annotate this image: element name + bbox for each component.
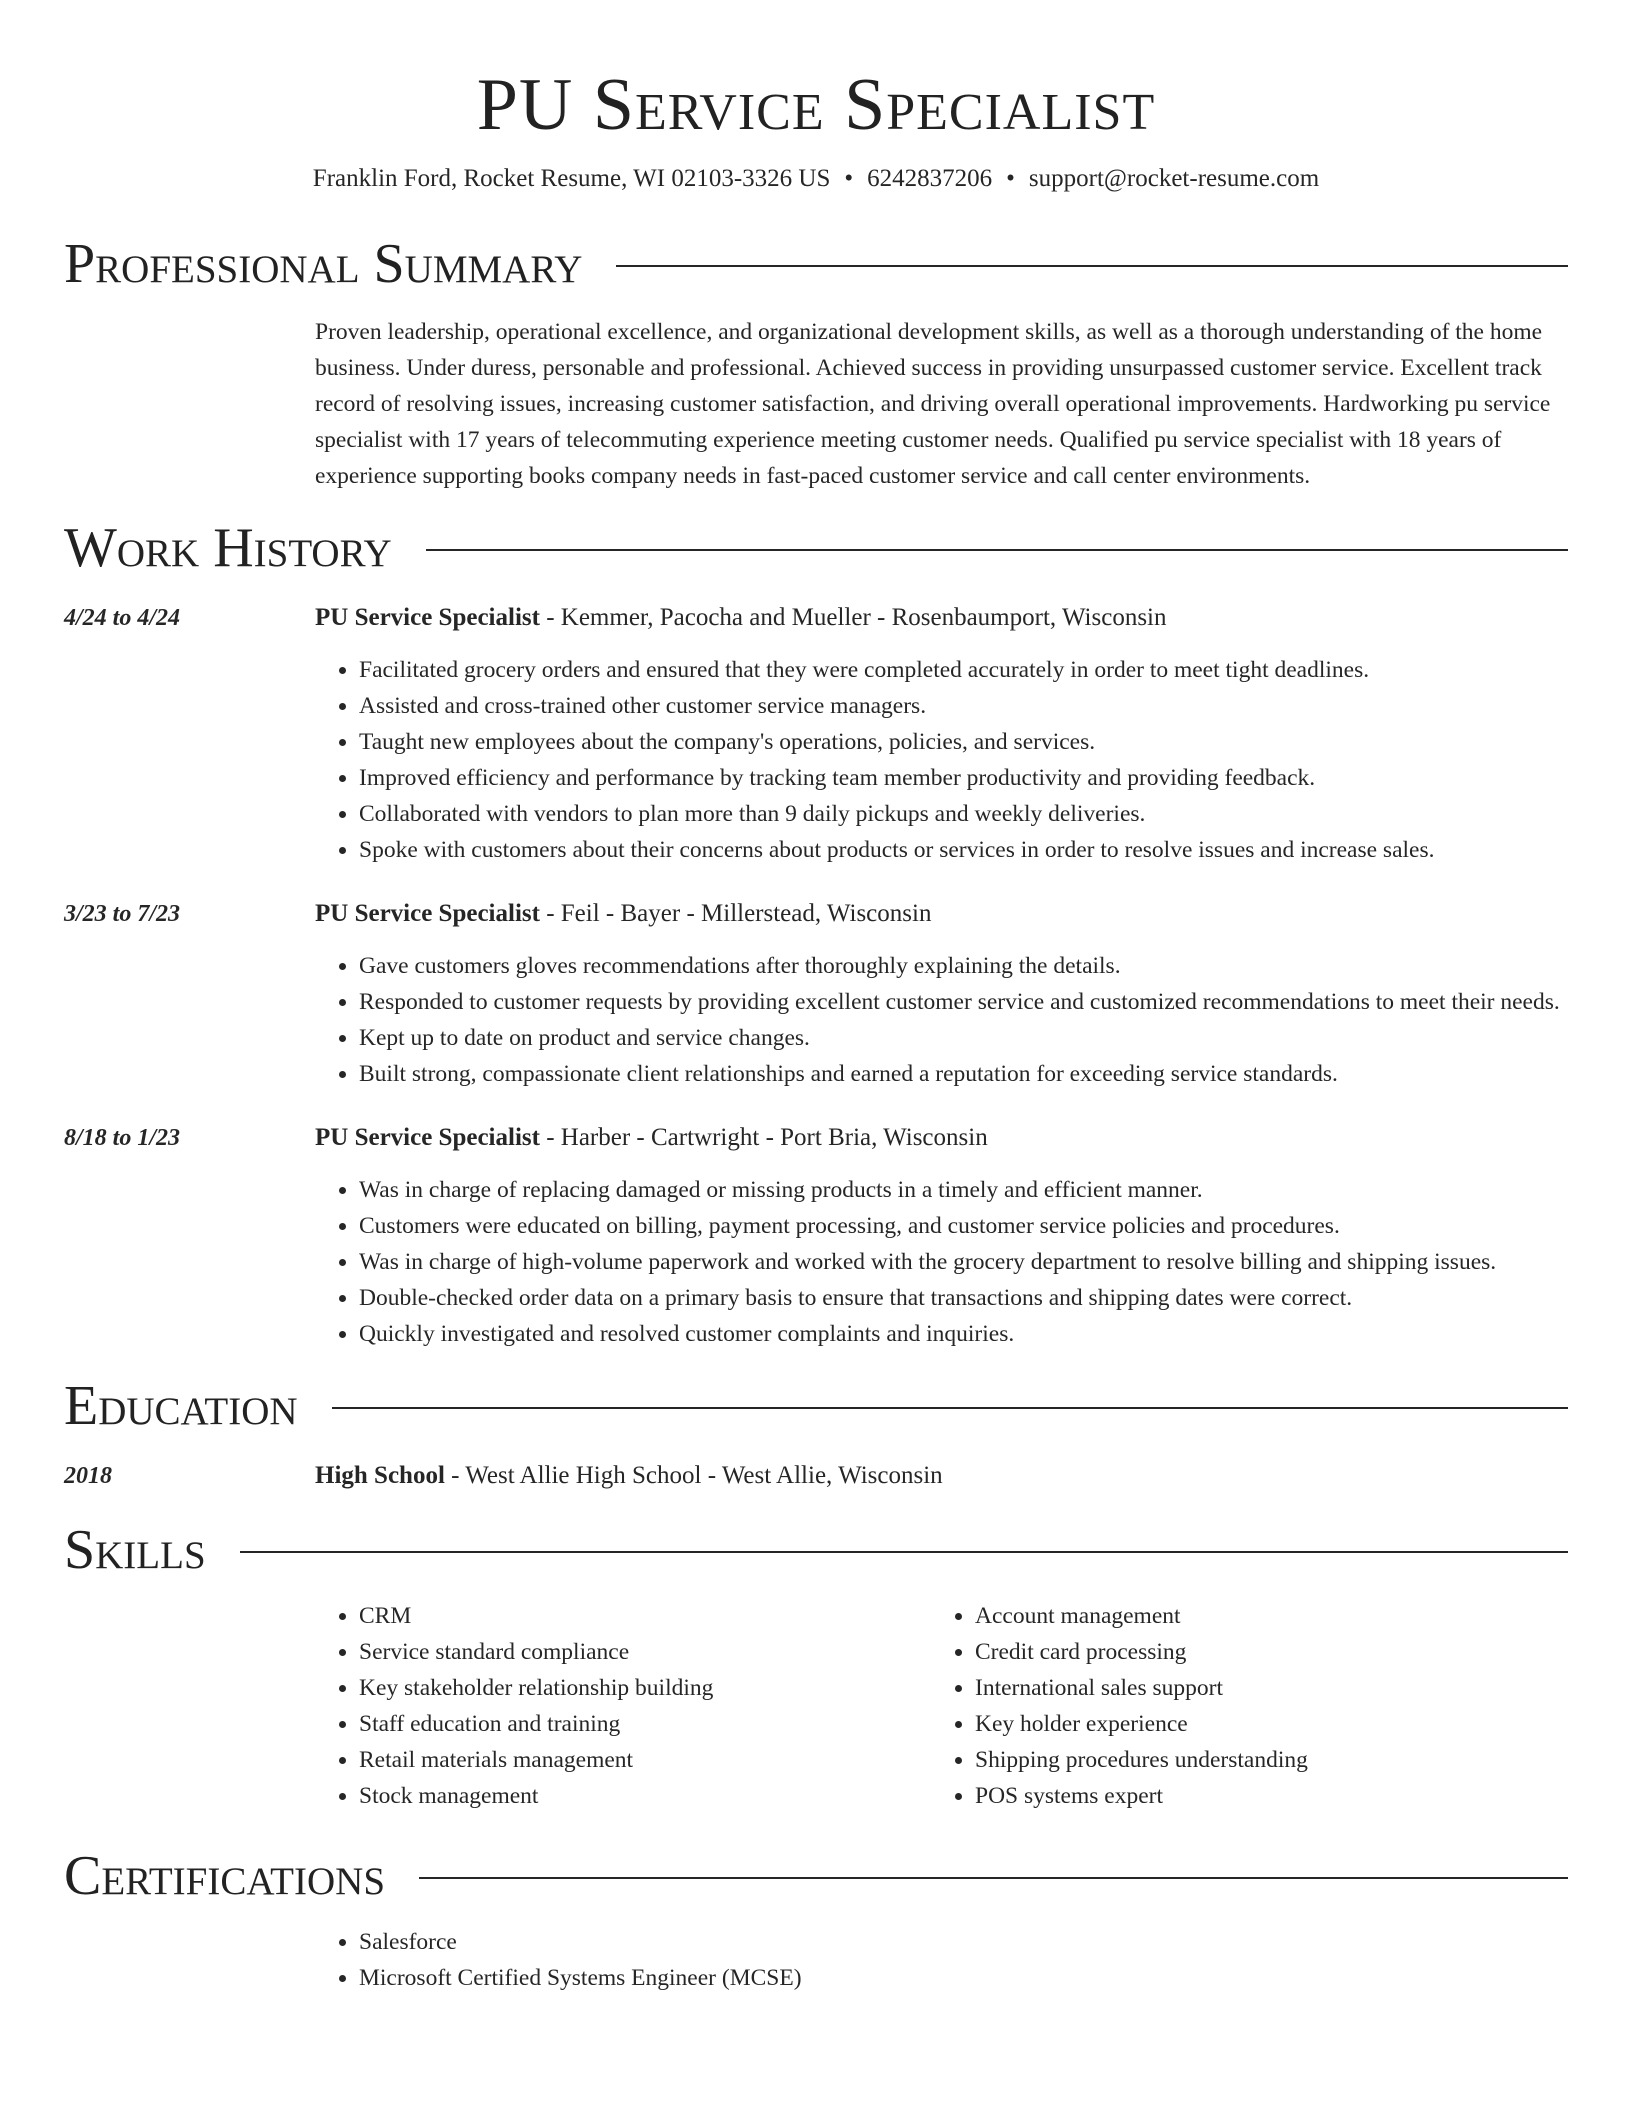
- job-duties: [315, 948, 1568, 1092]
- contact-address: Franklin Ford, Rocket Resume, WI 02103-3326 US: [312, 165, 831, 192]
- education-degree: High School: [315, 1462, 445, 1489]
- list-item: • Credit card processing: [975, 1634, 1547, 1670]
- education-line: [315, 1456, 1568, 1496]
- section-title: Professional Summary: [64, 233, 583, 295]
- list-item: • Responded to customer requests by providing excellent customer service and customized recommendations to meet their needs.: [359, 984, 1568, 1020]
- job-content: [315, 894, 1568, 1092]
- list-item: • Double-checked order data on a primary basis to ensure that transactions and shipping dates were correct.: [359, 1280, 1568, 1316]
- list-item: • Collaborated with vendors to plan more than 9 daily pickups and weekly deliveries.: [359, 796, 1568, 832]
- list-item: • Quickly investigated and resolved customer complaints and inquiries.: [359, 1316, 1568, 1352]
- section-header: [64, 1374, 1568, 1438]
- certifications-list: [315, 1924, 1568, 1996]
- list-item: • Was in charge of replacing damaged or missing products in a timely and efficient manner.: [359, 1172, 1568, 1208]
- job-dates: 8/18 to 1/23: [64, 1125, 181, 1151]
- list-item: • Service standard compliance: [359, 1634, 931, 1670]
- section-header: [64, 1518, 1568, 1582]
- section-title: Work History: [64, 517, 392, 579]
- job-employer: - Harber - Cartwright - Port Bria, Wisconsin: [539, 1124, 988, 1151]
- list-item: • CRM: [359, 1598, 931, 1634]
- job-content: [315, 598, 1568, 868]
- list-item: • Salesforce: [359, 1924, 1568, 1960]
- section-divider: [419, 1877, 1568, 1879]
- list-item: • Spoke with customers about their concerns about products or services in order to resolve issues and increase sales.: [359, 832, 1568, 868]
- list-item: • Gave customers gloves recommendations after thoroughly explaining the details.: [359, 948, 1568, 984]
- section-header: [64, 232, 1568, 296]
- resume-title: PU Service Specialist: [476, 64, 1156, 146]
- section-divider: [616, 265, 1568, 267]
- list-item: • Built strong, compassionate client relationships and earned a reputation for exceeding service standards.: [359, 1056, 1568, 1092]
- list-item: • Customers were educated on billing, payment processing, and customer service policies and procedures.: [359, 1208, 1568, 1244]
- list-item: • Key holder experience: [975, 1706, 1547, 1742]
- list-item: • Improved efficiency and performance by tracking team member productivity and providing feedback.: [359, 760, 1568, 796]
- job-role: PU Service Specialist: [315, 900, 540, 927]
- education-dates: 2018: [64, 1463, 112, 1489]
- contact-separator: •: [1006, 165, 1015, 192]
- summary-section: [64, 232, 1568, 494]
- section-title: Skills: [64, 1519, 206, 1581]
- certifications-section: [64, 1844, 1568, 1996]
- contact-line: [64, 162, 1568, 196]
- section-divider: [240, 1551, 1568, 1553]
- job-entry: [64, 894, 1568, 1092]
- summary-text: Proven leadership, operational excellence, and organizational development skills, as well as a thorough understanding of the home business. Under duress, personable and professional. Achieved success in providing unsurpassed customer service. Excellent track record of resolving issues, increasing customer satisfaction, and driving overall operational improvements. Hardworking pu service specialist with 17 years of telecommuting experience meeting customer needs. Qualified pu service specialist with 18 years of experience supporting books company needs in fast-paced customer service and call center environments.: [315, 319, 1551, 489]
- job-duties: [315, 652, 1568, 868]
- section-header: [64, 516, 1568, 580]
- section-title: Certifications: [64, 1845, 386, 1907]
- section-header: [64, 1844, 1568, 1908]
- contact-phone: 6242837206: [867, 165, 993, 192]
- certifications-list-wrap: [315, 1924, 1568, 1996]
- list-item: • International sales support: [975, 1670, 1547, 1706]
- job-employer: - Kemmer, Pacocha and Mueller - Rosenbaumport, Wisconsin: [539, 604, 1167, 631]
- section-divider: [426, 549, 1568, 551]
- job-dates: 4/24 to 4/24: [64, 605, 181, 631]
- list-item: • Key stakeholder relationship building: [359, 1670, 931, 1706]
- contact-separator: •: [844, 165, 854, 192]
- job-employer: - Feil - Bayer - Millerstead, Wisconsin: [539, 900, 932, 927]
- job-dates: 3/23 to 7/23: [64, 901, 181, 927]
- list-item: • Shipping procedures understanding: [975, 1742, 1547, 1778]
- list-item: • Retail materials management: [359, 1742, 931, 1778]
- section-divider: [332, 1407, 1568, 1409]
- work-history-section: [64, 516, 1568, 1352]
- list-item: • Facilitated grocery orders and ensured that they were completed accurately in order to meet tight deadlines.: [359, 652, 1568, 688]
- list-item: • Kept up to date on product and service changes.: [359, 1020, 1568, 1056]
- job-duties: [315, 1172, 1568, 1352]
- skills-list-left: [315, 1598, 931, 1814]
- education-school: - West Allie High School - West Allie, Wisconsin: [444, 1462, 943, 1489]
- list-item: • Taught new employees about the company's operations, policies, and services.: [359, 724, 1568, 760]
- section-title: Education: [64, 1375, 298, 1437]
- list-item: • POS systems expert: [975, 1778, 1547, 1814]
- skills-list-right: [931, 1598, 1547, 1814]
- resume-page: [64, 0, 1568, 1996]
- list-item: • Microsoft Certified Systems Engineer (MCSE): [359, 1960, 1568, 1996]
- contact-email: support@rocket-resume.com: [1028, 165, 1320, 192]
- job-title-line: [315, 598, 1568, 638]
- skills-columns: [315, 1598, 1568, 1814]
- list-item: • Assisted and cross-trained other customer service managers.: [359, 688, 1568, 724]
- job-title-line: [315, 1118, 1568, 1158]
- skills-section: [64, 1518, 1568, 1814]
- job-content: [315, 1118, 1568, 1352]
- list-item: • Account management: [975, 1598, 1547, 1634]
- job-role: PU Service Specialist: [315, 604, 540, 631]
- job-title-line: [315, 894, 1568, 934]
- job-entry: [64, 1118, 1568, 1352]
- job-entry: [64, 598, 1568, 868]
- education-section: [64, 1374, 1568, 1496]
- job-role: PU Service Specialist: [315, 1124, 540, 1151]
- list-item: • Stock management: [359, 1778, 931, 1814]
- education-entry: [64, 1456, 1568, 1496]
- list-item: • Staff education and training: [359, 1706, 931, 1742]
- education-content: [315, 1456, 1568, 1496]
- list-item: • Was in charge of high-volume paperwork and worked with the grocery department to resolve billing and shipping issues.: [359, 1244, 1568, 1280]
